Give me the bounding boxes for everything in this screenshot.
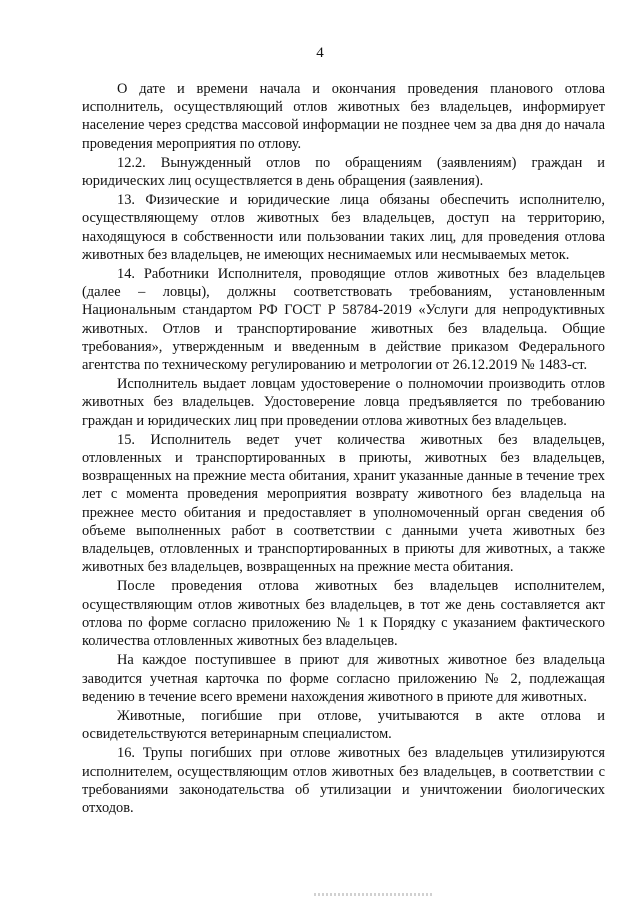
paragraph-dead-animals: Животные, погибшие при отлове, учитываются в акте отлова и освидетельствуются ветеринарным специалистом. <box>82 707 605 743</box>
paragraph-capture-act: После проведения отлова животных без владельцев исполнителем, осуществляющим отлов животных без владельцев, в тот же день составляется акт отлова по форме согласно приложению № 1 к Порядку с указанием фактического количества отловленных животных без владельцев. <box>82 578 605 650</box>
paragraph-14: 14. Работники Исполнителя, проводящие отлов животных без владельцев (далее – ловцы), должны соответствовать требованиям, установленным Национальным стандартом РФ ГОСТ Р 58784-2019 «Услуги для непродуктивных животных. Отлов и транспортирование животных без владельца. Общие требования», утвержденным и введенным в действие приказом Федерального агентства по техническому регулированию и метрологии от 26.12.2019 № 1483-ст. <box>82 266 605 374</box>
document-body <box>82 80 605 817</box>
page-number: 4 <box>316 45 324 61</box>
paragraph-announcement: О дате и времени начала и окончания проведения планового отлова исполнитель, осуществляющий отлов животных без владельцев, информирует население через средства массовой информации не позднее чем за два дня до начала проведения мероприятия по отлову. <box>82 81 605 152</box>
paragraph-certificate: Исполнитель выдает ловцам удостоверение о полномочии производить отлов животных без владельцев. Удостоверение ловца предъявляется по требованию граждан и юридических лиц при проведении отлова животных без владельцев. <box>82 376 605 429</box>
scan-footer-mark <box>314 893 434 896</box>
paragraph-16: 16. Трупы погибших при отлове животных без владельцев утилизируются исполнителем, осуществляющим отлов животных без владельцев, в соответствии с требованиями законодательства об утилизации и уничтожении биологических отходов. <box>82 745 605 816</box>
paragraph-15: 15. Исполнитель ведет учет количества животных без владельцев, отловленных и транспортированных в приюты, животных без владельцев, возвращенных на прежние места обитания, хранит указанные данные в течение трех лет с момента проведения мероприятия возврату животного без владельца на прежнее место обитания и предоставляет в уполномоченный орган сведения об объеме выполненных работ в соответствии с данными учета животных без владельцев, отловленных и транспортированных в приюты для животных, а также животных без владельцев, возвращенных на прежние места обитания. <box>82 431 605 576</box>
paragraph-12-2: 12.2. Вынужденный отлов по обращениям (заявлениям) граждан и юридических лиц осуществляется в день обращения (заявления). <box>82 154 605 190</box>
paragraph-registration-card: На каждое поступившее в приют для животных животное без владельца заводится учетная карточка по форме согласно приложению № 2, подлежащая ведению в течение всего времени нахождения животного в приюте для животных. <box>82 652 605 705</box>
paragraph-13: 13. Физические и юридические лица обязаны обеспечить исполнителю, осуществляющему отлов животных без владельцев, доступ на территорию, находящуюся в собственности или пользовании таких лиц, для проведения отлова животных без владельцев, не имеющих неснимаемых или несмываемых меток. <box>82 192 605 263</box>
